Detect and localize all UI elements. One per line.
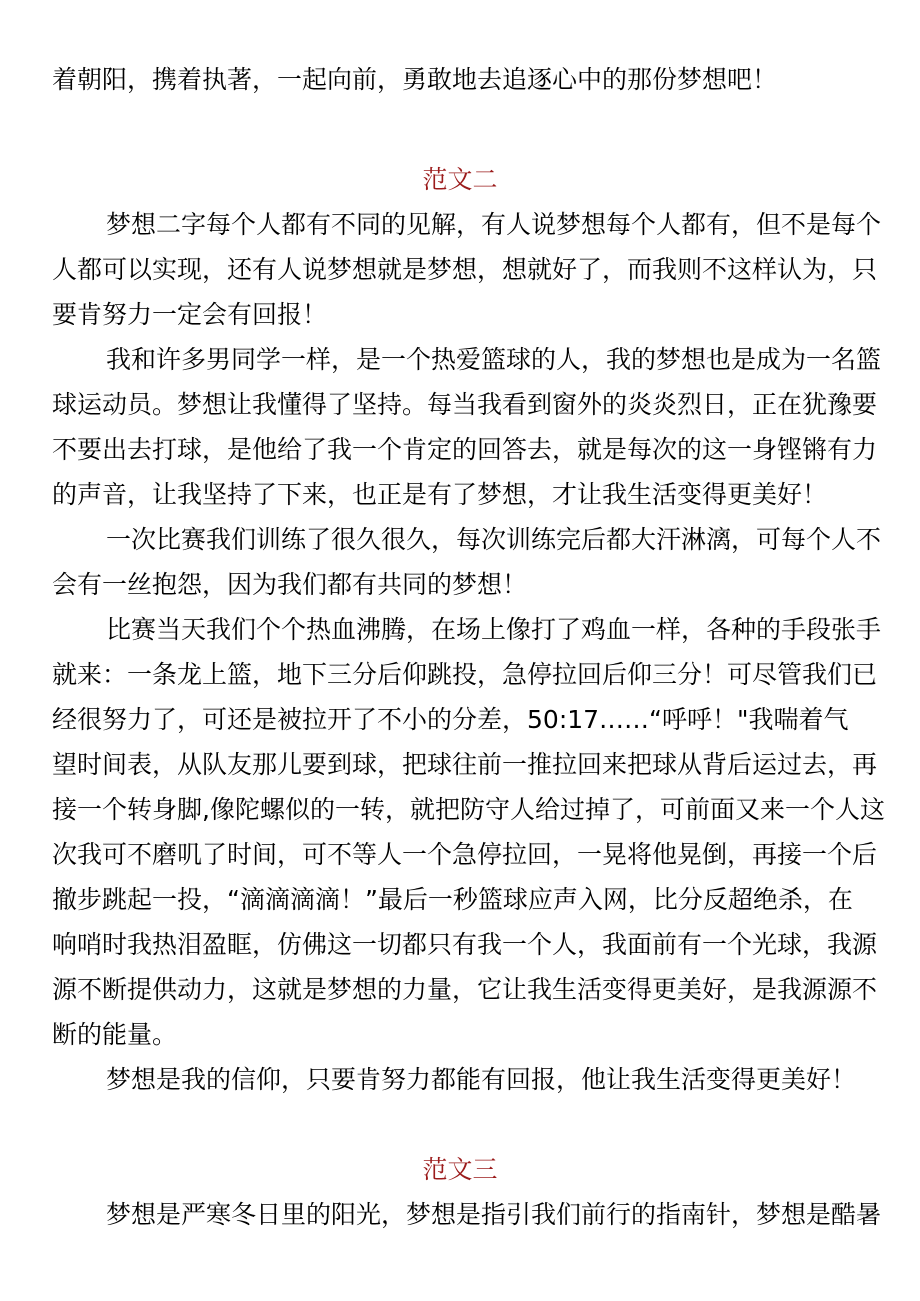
paragraph-line: 就来：一条龙上篮，地下三分后仰跳投，急停拉回后仰三分！可尽管我们已	[52, 660, 878, 689]
paragraph-line: 梦想是严寒冬日里的阳光，梦想是指引我们前行的指南针，梦想是酷暑	[106, 1200, 882, 1229]
paragraph-line: 一次比赛我们训练了很久很久，每次训练完后都大汗淋漓，可每个人不	[106, 525, 882, 554]
paragraph-line: 人都可以实现，还有人说梦想就是梦想，想就好了，而我则不这样认为，只	[52, 255, 878, 284]
paragraph-line: 我和许多男同学一样，是一个热爱篮球的人，我的梦想也是成为一名篮	[106, 345, 882, 374]
paragraph-line: 望时间表，从队友那儿要到球，把球往前一推拉回来把球从背后运过去，再	[52, 750, 878, 779]
paragraph-line: 的声音，让我坚持了下来，也正是有了梦想，才让我生活变得更美好！	[52, 480, 828, 509]
paragraph-line: 源不断提供动力，这就是梦想的力量，它让我生活变得更美好，是我源源不	[52, 975, 878, 1004]
paragraph-line: 经很努力了，可还是被拉开了不小的分差，50:17……“呼呼！"我喘着气	[52, 705, 849, 734]
paragraph-line: 响哨时我热泪盈眶，仿佛这一切都只有我一个人，我面前有一个光球，我源	[52, 930, 878, 959]
paragraph-line: 着朝阳，携着执著，一起向前，勇敢地去追逐心中的那份梦想吧！	[52, 65, 778, 94]
paragraph-line: 梦想是我的信仰，只要肯努力都能有回报，他让我生活变得更美好！	[106, 1065, 857, 1094]
paragraph-line: 比赛当天我们个个热血沸腾，在场上像打了鸡血一样，各种的手段张手	[106, 615, 882, 644]
paragraph-line: 梦想二字每个人都有不同的见解，有人说梦想每个人都有，但不是每个	[106, 210, 882, 239]
paragraph-line: 球运动员。梦想让我懂得了坚持。每当我看到窗外的炎炎烈日，正在犹豫要	[52, 390, 878, 419]
section-heading-2: 范文二	[422, 165, 498, 194]
paragraph-line: 接一个转身脚,像陀螺似的一转，就把防守人给过掉了，可前面又来一个人这	[52, 795, 885, 824]
paragraph-line: 撤步跳起一投，“滴滴滴滴！”最后一秒篮球应声入网，比分反超绝杀，在	[52, 885, 853, 914]
section-heading-3: 范文三	[422, 1155, 498, 1184]
paragraph-line: 不要出去打球，是他给了我一个肯定的回答去，就是每次的这一身铿锵有力	[52, 435, 878, 464]
paragraph-line: 断的能量。	[52, 1020, 178, 1049]
paragraph-line: 会有一丝抱怨，因为我们都有共同的梦想！	[52, 570, 528, 599]
paragraph-line: 要肯努力一定会有回报！	[52, 300, 328, 329]
paragraph-line: 次我可不磨叽了时间，可不等人一个急停拉回，一晃将他晃倒，再接一个后	[52, 840, 878, 869]
